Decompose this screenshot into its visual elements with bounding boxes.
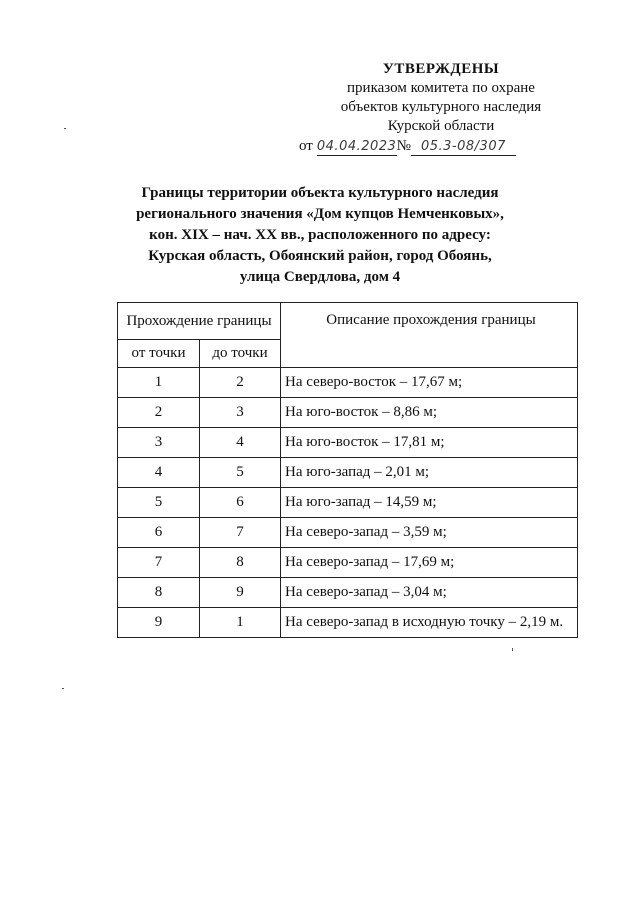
cell-to: 5 [200, 458, 281, 488]
table-row [118, 428, 578, 458]
scan-speck [62, 688, 64, 689]
cell-description: На северо-запад в исходную точку – 2,19 м. [281, 608, 578, 638]
title-line: регионального значения «Дом купцов Немченковых», [136, 206, 504, 222]
cell-to: 2 [200, 368, 281, 398]
document-title [120, 183, 520, 288]
table-row [118, 548, 578, 578]
cell-to: 8 [200, 548, 281, 578]
cell-to: 9 [200, 578, 281, 608]
title-line: улица Свердлова, дом 4 [239, 269, 401, 285]
table-row [118, 488, 578, 518]
cell-description: На юго-восток – 8,86 м; [281, 398, 578, 428]
header-from-point: от точки [118, 340, 200, 368]
table-row [118, 458, 578, 488]
approval-line-2: объектов культурного наследия [340, 99, 542, 115]
cell-description: На северо-восток – 17,67 м; [281, 368, 578, 398]
cell-description: На юго-запад – 2,01 м; [281, 458, 578, 488]
cell-from: 7 [118, 548, 200, 578]
cell-to: 6 [200, 488, 281, 518]
scan-speck [64, 128, 66, 129]
scan-speck [512, 648, 513, 651]
cell-from: 1 [118, 368, 200, 398]
cell-from: 5 [118, 488, 200, 518]
approval-line-1: приказом комитета по охране [347, 80, 535, 96]
table-header-row [118, 303, 578, 340]
order-date: 04.04.2023 [316, 139, 397, 154]
cell-from: 6 [118, 518, 200, 548]
table-row [118, 578, 578, 608]
title-line: Курская область, Обоянский район, город Обоянь, [148, 248, 492, 264]
header-boundary-passage: Прохождение границы [118, 303, 281, 340]
cell-to: 3 [200, 398, 281, 428]
approval-block [296, 60, 586, 156]
table-row [118, 518, 578, 548]
boundaries-table [117, 302, 578, 638]
approval-heading: УТВЕРЖДЕНЫ [382, 61, 500, 77]
cell-description: На юго-восток – 17,81 м; [281, 428, 578, 458]
header-description: Описание прохождения границы [281, 303, 578, 368]
table-row [118, 398, 578, 428]
title-line: Границы территории объекта культурного наследия [141, 185, 499, 201]
cell-from: 2 [118, 398, 200, 428]
cell-to: 7 [200, 518, 281, 548]
cell-description: На северо-запад – 3,59 м; [281, 518, 578, 548]
cell-description: На северо-запад – 3,04 м; [281, 578, 578, 608]
order-date-number-line [296, 137, 586, 156]
date-prefix: от [299, 138, 313, 154]
cell-to: 4 [200, 428, 281, 458]
cell-description: На юго-запад – 14,59 м; [281, 488, 578, 518]
table-row [118, 368, 578, 398]
table-row [118, 608, 578, 638]
cell-description: На северо-запад – 17,69 м; [281, 548, 578, 578]
order-number: 05.3-08/307 [411, 139, 516, 156]
approval-line-3: Курской области [387, 118, 495, 134]
title-line: кон. XIX – нач. XX вв., расположенного по адресу: [149, 227, 491, 243]
header-to-point: до точки [200, 340, 281, 368]
cell-from: 4 [118, 458, 200, 488]
cell-from: 3 [118, 428, 200, 458]
number-sign: № [396, 138, 411, 154]
cell-from: 9 [118, 608, 200, 638]
cell-from: 8 [118, 578, 200, 608]
cell-to: 1 [200, 608, 281, 638]
